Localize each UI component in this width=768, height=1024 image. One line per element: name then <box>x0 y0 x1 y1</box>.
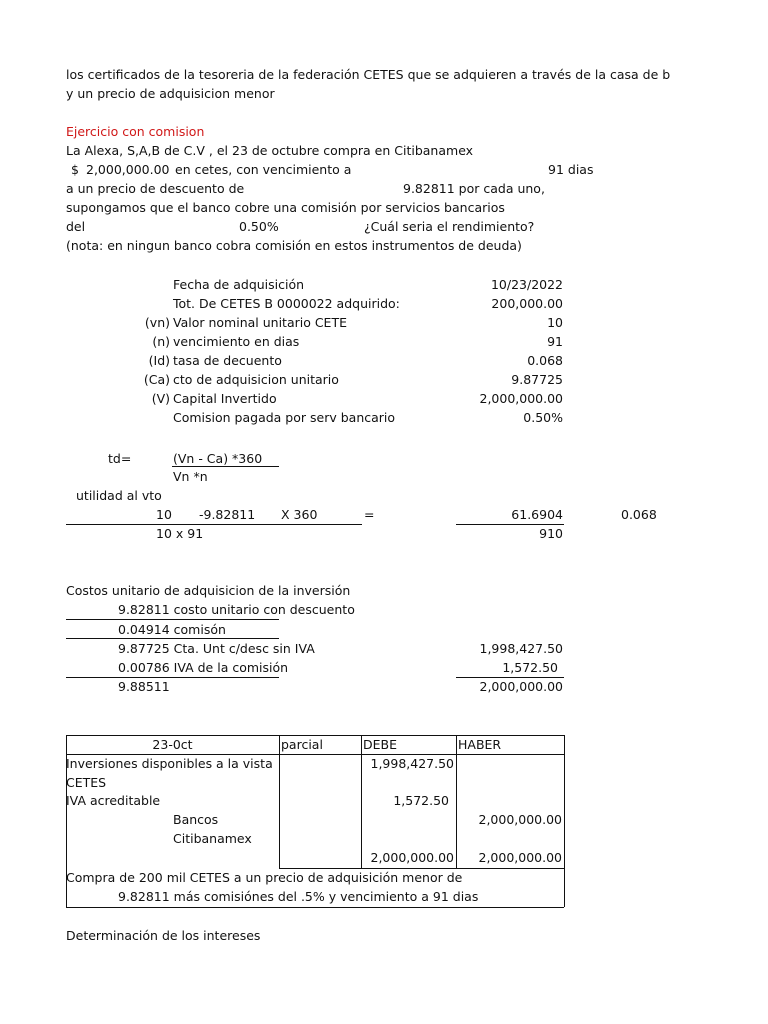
data-code: (n) <box>152 334 170 349</box>
data-code: (V) <box>151 391 170 406</box>
data-label: Comision pagada por serv bancario <box>173 410 396 425</box>
journal-debe-amount: 1,572.50 <box>393 793 449 808</box>
formula-fraction-line <box>172 466 279 467</box>
journal-border <box>564 735 565 907</box>
investment-amount: 2,000,000.00 <box>86 162 170 177</box>
data-value: 10/23/2022 <box>490 277 563 292</box>
journal-account: Inversiones disponibles a la vista <box>66 756 273 771</box>
exercise-heading: Ejercicio con comision <box>66 124 205 139</box>
commission-rate: 0.50% <box>239 219 279 234</box>
journal-border <box>279 735 280 868</box>
data-code: (vn) <box>144 315 170 330</box>
data-label: Fecha de adquisición <box>173 277 305 292</box>
discount-price: 9.82811 por cada uno, <box>403 181 545 196</box>
data-value: 2,000,000.00 <box>479 391 563 406</box>
data-code: (Ca) <box>143 372 170 387</box>
yield-question: ¿Cuál seria el rendimiento? <box>364 219 535 234</box>
costs-heading: Costos unitario de adquisicion de la inversión <box>66 583 351 598</box>
cost-total-value: 2,000,000.00 <box>479 679 563 694</box>
data-code: (Id) <box>148 353 170 368</box>
exercise-line-2-text: en cetes, con vencimiento a <box>175 162 352 177</box>
journal-header-haber: HABER <box>458 737 502 752</box>
journal-description: Compra de 200 mil CETES a un precio de adquisición menor de <box>66 870 463 885</box>
journal-account: CETES <box>66 775 107 790</box>
cost-row-label: 0.04914 comisón <box>118 622 226 637</box>
data-label: Valor nominal unitario CETE <box>173 315 347 330</box>
journal-header-parcial: parcial <box>281 737 323 752</box>
calc-value-a: 10 <box>156 507 172 522</box>
del-label: del <box>66 219 86 234</box>
interest-heading: Determinación de los intereses <box>66 928 261 943</box>
maturity-days: 91 dias <box>548 162 594 177</box>
exercise-note: (nota: en ningun banco cobra comisión en estos instrumentos de deuda) <box>66 238 522 253</box>
calc-fraction-line <box>66 524 362 525</box>
journal-account: IVA acreditable <box>66 793 161 808</box>
calc-value-c: X 360 <box>281 507 318 522</box>
calc-value-b: -9.82811 <box>199 507 256 522</box>
journal-header-date: 23-0ct <box>152 737 193 752</box>
cost-row-label: 9.82811 costo unitario con descuento <box>118 602 355 617</box>
journal-border <box>66 907 564 908</box>
data-label: Tot. De CETES B 0000022 adquirido: <box>173 296 400 311</box>
data-label: Capital Invertido <box>173 391 277 406</box>
data-label: cto de adquisicion unitario <box>173 372 339 387</box>
cost-divider <box>66 619 279 620</box>
formula-denominator: Vn *n <box>173 469 208 484</box>
journal-description: 9.82811 más comisiónes del .5% y vencimiento a 91 dias <box>118 889 479 904</box>
journal-haber-amount: 2,000,000.00 <box>478 812 562 827</box>
data-value: 0.068 <box>527 353 563 368</box>
cost-total-label: 9.88511 <box>118 679 170 694</box>
exercise-line-1: La Alexa, S,A,B de C.V , el 23 de octubre compra en Citibanamex <box>66 143 474 158</box>
journal-total-haber: 2,000,000.00 <box>478 850 562 865</box>
formula-numerator: (Vn - Ca) *360 <box>173 451 263 466</box>
result-denominator: 910 <box>539 526 563 541</box>
data-label: tasa de decuento <box>173 353 282 368</box>
data-value: 9.87725 <box>511 372 563 387</box>
exercise-line-4: supongamos que el banco cobre una comisión por servicios bancarios <box>66 200 505 215</box>
journal-header-debe: DEBE <box>363 737 397 752</box>
journal-total-debe: 2,000,000.00 <box>370 850 454 865</box>
data-value: 91 <box>547 334 563 349</box>
intro-line-1: los certificados de la tesoreria de la federación CETES que se adquieren a través de la casa de b <box>66 67 671 82</box>
calc-denominator: 10 x 91 <box>156 526 204 541</box>
data-value: 200,000.00 <box>491 296 563 311</box>
data-label: vencimiento en dias <box>173 334 300 349</box>
calc-equals: = <box>364 507 375 522</box>
data-value: 10 <box>547 315 563 330</box>
cost-row-value: 1,572.50 <box>502 660 558 675</box>
data-value: 0.50% <box>523 410 563 425</box>
journal-account: Citibanamex <box>173 831 252 846</box>
currency-symbol: $ <box>71 162 79 177</box>
result-rate: 0.068 <box>621 507 657 522</box>
cost-row-label: 0.00786 IVA de la comisión <box>118 660 289 675</box>
journal-debe-amount: 1,998,427.50 <box>370 756 454 771</box>
cost-divider <box>66 638 279 639</box>
utilidad-label: utilidad al vto <box>76 488 162 503</box>
result-numerator: 61.6904 <box>511 507 563 522</box>
journal-account: Bancos <box>173 812 219 827</box>
intro-line-2: y un precio de adquisicion menor <box>66 86 275 101</box>
exercise-line-3-text: a un precio de descuento de <box>66 181 245 196</box>
td-label: td= <box>108 451 132 466</box>
cost-row-value: 1,998,427.50 <box>479 641 563 656</box>
cost-row-label: 9.87725 Cta. Unt c/desc sin IVA <box>118 641 315 656</box>
cost-total-line <box>66 677 279 678</box>
